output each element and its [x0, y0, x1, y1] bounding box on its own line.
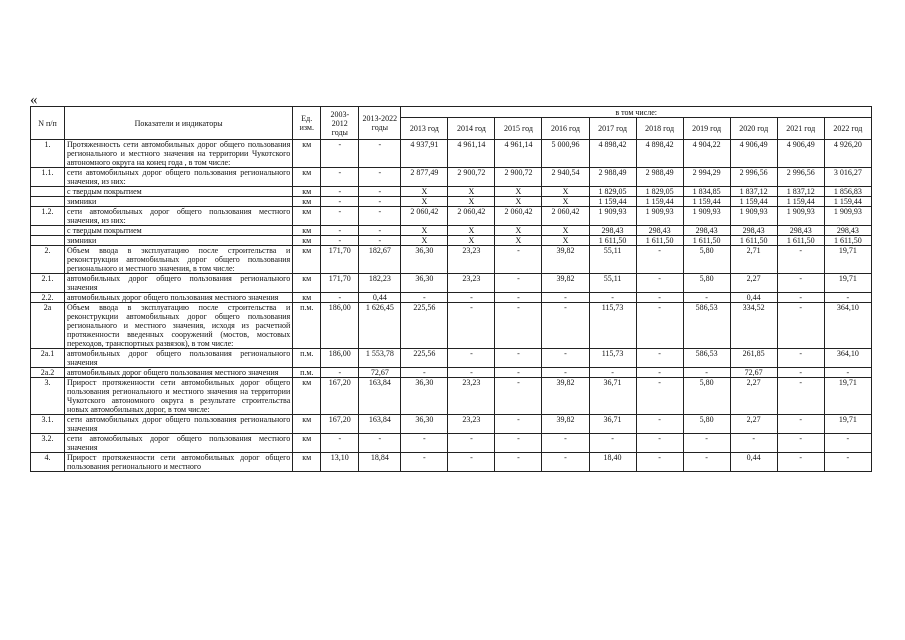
row-year-value: 1 159,44 [777, 197, 824, 207]
row-year-value: - [542, 368, 589, 378]
row-year-value: Х [448, 236, 495, 246]
row-year-value: 2 900,72 [495, 168, 542, 187]
table-row [31, 197, 872, 207]
row-year-value: 115,73 [589, 349, 636, 368]
row-indicator: сети автомобильных дорог общего пользования регионального значения [65, 415, 293, 434]
row-year-value: - [448, 293, 495, 303]
row-period-2003-2012: 171,70 [321, 274, 359, 293]
row-year-value: Х [448, 197, 495, 207]
row-year-value: 1 611,50 [730, 236, 777, 246]
row-year-value: - [495, 415, 542, 434]
row-year-value: 1 837,12 [777, 187, 824, 197]
row-indicator: с твердым покрытием [65, 187, 293, 197]
row-year-value: Х [542, 226, 589, 236]
row-year-value: 2 988,49 [589, 168, 636, 187]
row-year-value: 36,71 [589, 415, 636, 434]
row-number: 1.2. [31, 207, 65, 226]
row-unit: км [293, 274, 321, 293]
row-indicator: зимники [65, 197, 293, 207]
row-unit: п.м. [293, 349, 321, 368]
row-year-value: - [495, 453, 542, 472]
row-number [31, 187, 65, 197]
row-year-value: 36,30 [401, 378, 448, 415]
row-year-value: - [636, 349, 683, 368]
row-year-value: 225,56 [401, 303, 448, 349]
row-year-value: - [777, 303, 824, 349]
row-year-value: 364,10 [824, 349, 871, 368]
row-year-value: 1 611,50 [777, 236, 824, 246]
row-year-value: 2 988,49 [636, 168, 683, 187]
row-year-value: 4 937,91 [401, 140, 448, 168]
row-year-value: - [542, 434, 589, 453]
row-year-value: 2 877,49 [401, 168, 448, 187]
row-indicator: с твердым покрытием [65, 226, 293, 236]
header-year: 2021 год [777, 118, 824, 140]
row-year-value: - [495, 349, 542, 368]
row-number [31, 197, 65, 207]
row-year-value: - [683, 293, 730, 303]
row-year-value: 19,71 [824, 378, 871, 415]
row-year-value: Х [401, 236, 448, 246]
row-period-2003-2012: - [321, 368, 359, 378]
row-year-value: 39,82 [542, 274, 589, 293]
row-year-value: Х [495, 197, 542, 207]
row-year-value: - [636, 415, 683, 434]
row-period-2003-2012: - [321, 197, 359, 207]
row-indicator: Прирост протяженности сети автомобильных дорог общего пользования регионального и местного значения на территории Чукотского автономного округа в результате строительства новых автомобильных дорог, в том числе: [65, 378, 293, 415]
table-row [31, 140, 872, 168]
row-period-2003-2012: - [321, 236, 359, 246]
header-year: 2014 год [448, 118, 495, 140]
row-year-value: Х [448, 187, 495, 197]
row-year-value: - [636, 368, 683, 378]
row-period-2013-2022: - [359, 434, 401, 453]
row-year-value: - [448, 368, 495, 378]
row-year-value: - [495, 434, 542, 453]
row-year-value: 5,80 [683, 415, 730, 434]
row-period-2013-2022: 72,67 [359, 368, 401, 378]
row-year-value: 5,80 [683, 246, 730, 274]
row-year-value: 1 611,50 [824, 236, 871, 246]
row-year-value: 1 909,93 [824, 207, 871, 226]
row-year-value: - [777, 274, 824, 293]
row-year-value: 23,23 [448, 378, 495, 415]
row-year-value: - [542, 293, 589, 303]
header-indicator: Показатели и индикаторы [65, 107, 293, 140]
row-year-value: 2,27 [730, 274, 777, 293]
row-year-value: 55,11 [589, 274, 636, 293]
row-period-2003-2012: - [321, 140, 359, 168]
row-period-2013-2022: 182,67 [359, 246, 401, 274]
row-year-value: 72,67 [730, 368, 777, 378]
row-year-value: 2 060,42 [542, 207, 589, 226]
row-number: 2а [31, 303, 65, 349]
row-year-value: 2,27 [730, 378, 777, 415]
row-indicator: Объем ввода в эксплуатацию после строительства и реконструкции автомобильных дорог общего пользования регионального и местного значения, в том числе: [65, 246, 293, 274]
row-number: 2.1. [31, 274, 65, 293]
row-indicator: сети автомобильных дорог общего пользования местного значения [65, 434, 293, 453]
row-year-value: - [777, 434, 824, 453]
row-period-2003-2012: - [321, 434, 359, 453]
row-year-value: 1 611,50 [683, 236, 730, 246]
row-unit: км [293, 168, 321, 187]
table-row [31, 368, 872, 378]
row-year-value: 19,71 [824, 415, 871, 434]
row-year-value: 23,23 [448, 246, 495, 274]
header-year: 2019 год [683, 118, 730, 140]
row-year-value: - [683, 453, 730, 472]
row-year-value: 334,52 [730, 303, 777, 349]
header-year: 2018 год [636, 118, 683, 140]
row-unit: км [293, 293, 321, 303]
row-year-value: - [636, 293, 683, 303]
header-year: 2015 год [495, 118, 542, 140]
row-year-value: 4 961,14 [448, 140, 495, 168]
row-number: 1. [31, 140, 65, 168]
row-indicator: зимники [65, 236, 293, 246]
table-row [31, 207, 872, 226]
row-year-value: 1 159,44 [589, 197, 636, 207]
row-year-value: - [401, 434, 448, 453]
row-year-value: - [730, 434, 777, 453]
header-year: 2016 год [542, 118, 589, 140]
table-row [31, 168, 872, 187]
row-year-value: 5,80 [683, 274, 730, 293]
row-period-2013-2022: - [359, 197, 401, 207]
row-year-value: Х [495, 226, 542, 236]
table-row [31, 453, 872, 472]
row-year-value: - [636, 274, 683, 293]
row-year-value: 1 834,85 [683, 187, 730, 197]
table-row [31, 236, 872, 246]
row-indicator: Протяженность сети автомобильных дорог общего пользования регионального и местного значения на территории Чукотского автономного округа на конец года , в том числе: [65, 140, 293, 168]
row-year-value: 2,27 [730, 415, 777, 434]
row-year-value: 1 837,12 [730, 187, 777, 197]
row-year-value: 1 159,44 [730, 197, 777, 207]
header-year: 2022 год [824, 118, 871, 140]
row-indicator: Объем ввода в эксплуатацию после строительства и реконструкции автомобильных дорог общего пользования регионального и местного значения, исходя из расчетной протяженности введенных сооружений (мостов, мостовых переходов, транспортных развязок), в том числе: [65, 303, 293, 349]
row-year-value: - [824, 434, 871, 453]
row-indicator: автомобильных дорог общего пользования местного значения [65, 293, 293, 303]
table-row [31, 187, 872, 197]
row-period-2003-2012: 171,70 [321, 246, 359, 274]
row-year-value: - [636, 378, 683, 415]
row-year-value: 1 829,05 [589, 187, 636, 197]
row-year-value: - [777, 349, 824, 368]
row-year-value: 4 906,49 [730, 140, 777, 168]
row-period-2013-2022: 163,84 [359, 378, 401, 415]
row-year-value: 2 060,42 [448, 207, 495, 226]
row-year-value: 3 016,27 [824, 168, 871, 187]
row-year-value: 2 900,72 [448, 168, 495, 187]
row-year-value: 2 996,56 [777, 168, 824, 187]
row-period-2003-2012: 167,20 [321, 378, 359, 415]
row-year-value: 5,80 [683, 378, 730, 415]
row-unit: км [293, 140, 321, 168]
row-year-value: - [589, 434, 636, 453]
row-year-value: 225,56 [401, 349, 448, 368]
row-year-value: 4 904,22 [683, 140, 730, 168]
row-year-value: - [824, 453, 871, 472]
row-year-value: 19,71 [824, 274, 871, 293]
row-year-value: 586,53 [683, 303, 730, 349]
row-year-value: - [448, 303, 495, 349]
table-row [31, 303, 872, 349]
row-year-value: Х [401, 197, 448, 207]
row-year-value: - [401, 453, 448, 472]
row-year-value: - [495, 303, 542, 349]
table-body [31, 140, 872, 472]
row-year-value: 1 909,93 [589, 207, 636, 226]
row-year-value: - [448, 349, 495, 368]
row-unit: км [293, 378, 321, 415]
row-year-value: - [777, 453, 824, 472]
row-year-value: 298,43 [730, 226, 777, 236]
row-indicator: автомобильных дорог общего пользования местного значения [65, 368, 293, 378]
row-period-2003-2012: 167,20 [321, 415, 359, 434]
row-year-value: 1 909,93 [683, 207, 730, 226]
table-header [31, 107, 872, 140]
row-unit: п.м. [293, 303, 321, 349]
row-year-value: - [495, 246, 542, 274]
row-year-value: - [448, 434, 495, 453]
row-year-value: 115,73 [589, 303, 636, 349]
row-year-value: - [495, 293, 542, 303]
row-year-value: 2 060,42 [495, 207, 542, 226]
row-number [31, 226, 65, 236]
row-year-value: 36,71 [589, 378, 636, 415]
row-year-value: Х [542, 187, 589, 197]
row-year-value: - [777, 293, 824, 303]
row-year-value: - [589, 293, 636, 303]
row-number: 3. [31, 378, 65, 415]
row-year-value: 1 909,93 [636, 207, 683, 226]
row-indicator: автомобильных дорог общего пользования регионального значения [65, 349, 293, 368]
row-period-2003-2012: - [321, 293, 359, 303]
row-year-value: 1 909,93 [730, 207, 777, 226]
row-period-2013-2022: 1 553,78 [359, 349, 401, 368]
row-year-value: 586,53 [683, 349, 730, 368]
row-year-value: 298,43 [589, 226, 636, 236]
row-year-value: 36,30 [401, 246, 448, 274]
row-year-value: 18,40 [589, 453, 636, 472]
row-year-value: 1 829,05 [636, 187, 683, 197]
row-indicator: автомобильных дорог общего пользования регионального значения [65, 274, 293, 293]
row-year-value: - [636, 434, 683, 453]
header-period-2003-2012: 2003-2012 годы [321, 107, 359, 140]
row-year-value: - [636, 453, 683, 472]
row-year-value: 4 898,42 [636, 140, 683, 168]
indicators-table [30, 106, 872, 472]
table-row [31, 434, 872, 453]
row-number [31, 236, 65, 246]
row-period-2013-2022: 182,23 [359, 274, 401, 293]
row-year-value: 4 898,42 [589, 140, 636, 168]
row-period-2003-2012: - [321, 226, 359, 236]
header-unit: Ед. изм. [293, 107, 321, 140]
row-unit: км [293, 434, 321, 453]
row-unit: км [293, 207, 321, 226]
row-year-value: - [824, 368, 871, 378]
row-period-2013-2022: 163,84 [359, 415, 401, 434]
row-number: 2а.1 [31, 349, 65, 368]
row-period-2013-2022: - [359, 140, 401, 168]
row-year-value: - [824, 293, 871, 303]
row-year-value: 4 961,14 [495, 140, 542, 168]
row-year-value: 364,10 [824, 303, 871, 349]
row-year-value: Х [495, 236, 542, 246]
row-number: 2.2. [31, 293, 65, 303]
table-row [31, 226, 872, 236]
row-period-2003-2012: 186,00 [321, 349, 359, 368]
row-year-value: - [542, 303, 589, 349]
row-number: 2а.2 [31, 368, 65, 378]
row-year-value: - [636, 246, 683, 274]
row-year-value: 5 000,96 [542, 140, 589, 168]
row-year-value: - [542, 453, 589, 472]
row-year-value: 19,71 [824, 246, 871, 274]
row-period-2003-2012: 13,10 [321, 453, 359, 472]
row-year-value: Х [401, 226, 448, 236]
row-year-value: Х [542, 197, 589, 207]
row-year-value: Х [542, 236, 589, 246]
row-year-value: 298,43 [777, 226, 824, 236]
row-year-value: 1 159,44 [683, 197, 730, 207]
row-unit: км [293, 197, 321, 207]
row-year-value: 1 159,44 [636, 197, 683, 207]
header-year: 2013 год [401, 118, 448, 140]
row-unit: км [293, 453, 321, 472]
row-year-value: 2 994,29 [683, 168, 730, 187]
row-year-value: - [777, 368, 824, 378]
row-year-value: Х [448, 226, 495, 236]
row-year-value: 1 909,93 [777, 207, 824, 226]
row-period-2013-2022: 0,44 [359, 293, 401, 303]
row-period-2013-2022: - [359, 226, 401, 236]
table-row [31, 415, 872, 434]
row-number: 4. [31, 453, 65, 472]
table-row [31, 246, 872, 274]
row-indicator: сети автомобильных дорог общего пользования регионального значения, из них: [65, 168, 293, 187]
row-year-value: - [777, 378, 824, 415]
row-year-value: Х [401, 187, 448, 197]
row-period-2013-2022: - [359, 207, 401, 226]
row-year-value: 2 940,54 [542, 168, 589, 187]
row-year-value: - [495, 378, 542, 415]
row-year-value: - [636, 303, 683, 349]
row-year-value: 1 856,83 [824, 187, 871, 197]
table-row [31, 378, 872, 415]
table-row [31, 274, 872, 293]
row-year-value: 1 159,44 [824, 197, 871, 207]
row-indicator: сети автомобильных дорог общего пользования местного значения, из них: [65, 207, 293, 226]
row-indicator: Прирост протяженности сети автомобильных дорог общего пользования регионального и местного [65, 453, 293, 472]
row-year-value: - [777, 415, 824, 434]
row-year-value: 4 926,20 [824, 140, 871, 168]
row-period-2013-2022: 1 626,45 [359, 303, 401, 349]
row-year-value: 2 060,42 [401, 207, 448, 226]
table-row [31, 293, 872, 303]
opening-quote-mark: « [30, 92, 38, 108]
row-period-2013-2022: - [359, 187, 401, 197]
row-unit: км [293, 187, 321, 197]
row-year-value: Х [495, 187, 542, 197]
row-period-2013-2022: - [359, 236, 401, 246]
row-year-value: 298,43 [824, 226, 871, 236]
header-num: N п/п [31, 107, 65, 140]
row-number: 3.2. [31, 434, 65, 453]
header-including: в том числе: [401, 107, 872, 118]
row-year-value: 39,82 [542, 246, 589, 274]
row-period-2003-2012: - [321, 187, 359, 197]
row-period-2003-2012: 186,00 [321, 303, 359, 349]
row-year-value: - [777, 246, 824, 274]
row-unit: км [293, 415, 321, 434]
row-year-value: 23,23 [448, 274, 495, 293]
row-year-value: 39,82 [542, 415, 589, 434]
row-year-value: 55,11 [589, 246, 636, 274]
row-period-2003-2012: - [321, 207, 359, 226]
row-year-value: - [683, 434, 730, 453]
row-year-value: 23,23 [448, 415, 495, 434]
row-number: 1.1. [31, 168, 65, 187]
row-period-2013-2022: - [359, 168, 401, 187]
row-period-2013-2022: 18,84 [359, 453, 401, 472]
row-year-value: 2,71 [730, 246, 777, 274]
row-year-value: - [589, 368, 636, 378]
row-number: 3.1. [31, 415, 65, 434]
row-year-value: 4 906,49 [777, 140, 824, 168]
row-year-value: - [401, 368, 448, 378]
row-year-value: 1 611,50 [589, 236, 636, 246]
row-year-value: - [401, 293, 448, 303]
row-year-value: 36,30 [401, 415, 448, 434]
row-year-value: 36,30 [401, 274, 448, 293]
row-unit: км [293, 236, 321, 246]
row-period-2003-2012: - [321, 168, 359, 187]
row-year-value: 298,43 [636, 226, 683, 236]
row-year-value: 298,43 [683, 226, 730, 236]
row-number: 2. [31, 246, 65, 274]
row-unit: км [293, 226, 321, 236]
row-unit: км [293, 246, 321, 274]
row-year-value: 261,85 [730, 349, 777, 368]
header-year: 2020 год [730, 118, 777, 140]
header-period-2013-2022: 2013-2022 годы [359, 107, 401, 140]
row-year-value: - [495, 274, 542, 293]
row-year-value: 0,44 [730, 293, 777, 303]
row-year-value: 1 611,50 [636, 236, 683, 246]
row-year-value: 2 996,56 [730, 168, 777, 187]
row-year-value: - [542, 349, 589, 368]
row-year-value: - [448, 453, 495, 472]
row-year-value: - [495, 368, 542, 378]
row-unit: п.м. [293, 368, 321, 378]
row-year-value: - [683, 368, 730, 378]
header-year: 2017 год [589, 118, 636, 140]
row-year-value: 39,82 [542, 378, 589, 415]
table-row [31, 349, 872, 368]
row-year-value: 0,44 [730, 453, 777, 472]
